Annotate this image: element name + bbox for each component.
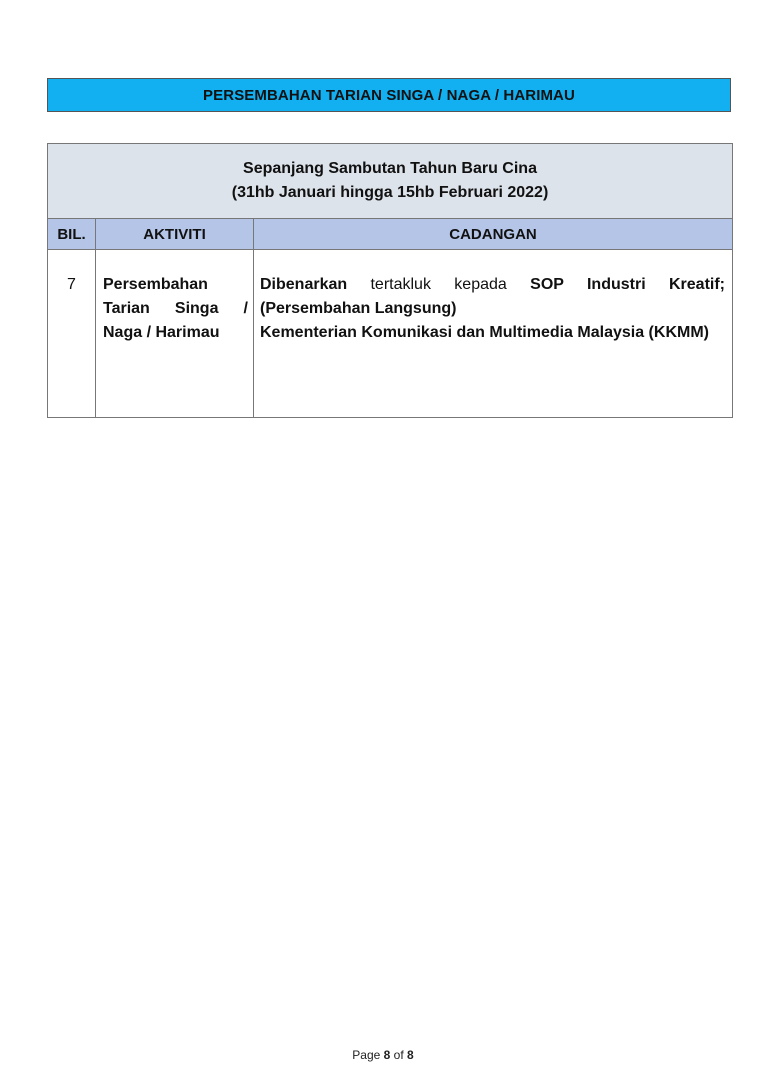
table-row [48,250,733,418]
cell-aktiviti: Persembahan Tarian Singa / Naga / Harimau [96,250,254,418]
cadangan-line-1 [260,273,725,297]
header-aktiviti: AKTIVITI [96,219,254,250]
kementerian-text: Kementerian Komunikasi dan Multimedia Malaysia (KKMM) [260,324,709,341]
dibenarkan-text: Dibenarkan [260,276,348,293]
tertakluk-text: tertakluk kepada [370,276,507,293]
sop-text: SOP Industri Kreatif; [530,276,725,293]
section-banner: PERSEMBAHAN TARIAN SINGA / NAGA / HARIMAU [47,78,731,112]
page-number: 8 [383,1048,391,1062]
page-footer [0,1048,766,1062]
page-label: Page [352,1048,381,1062]
langsung-text: (Persembahan Langsung) [260,300,457,317]
activity-table [47,143,733,418]
header-cadangan: CADANGAN [254,219,733,250]
cell-cadangan [254,250,733,418]
period-row [48,144,733,219]
period-line-2: (31hb Januari hingga 15hb Februari 2022) [231,184,549,201]
period-cell [48,144,733,219]
header-bil: BIL. [48,219,96,250]
cell-bil: 7 [48,250,96,418]
table-header-row [48,219,733,250]
of-label: of [393,1048,404,1062]
page-total: 8 [407,1048,414,1062]
period-line-1: Sepanjang Sambutan Tahun Baru Cina [243,160,537,177]
